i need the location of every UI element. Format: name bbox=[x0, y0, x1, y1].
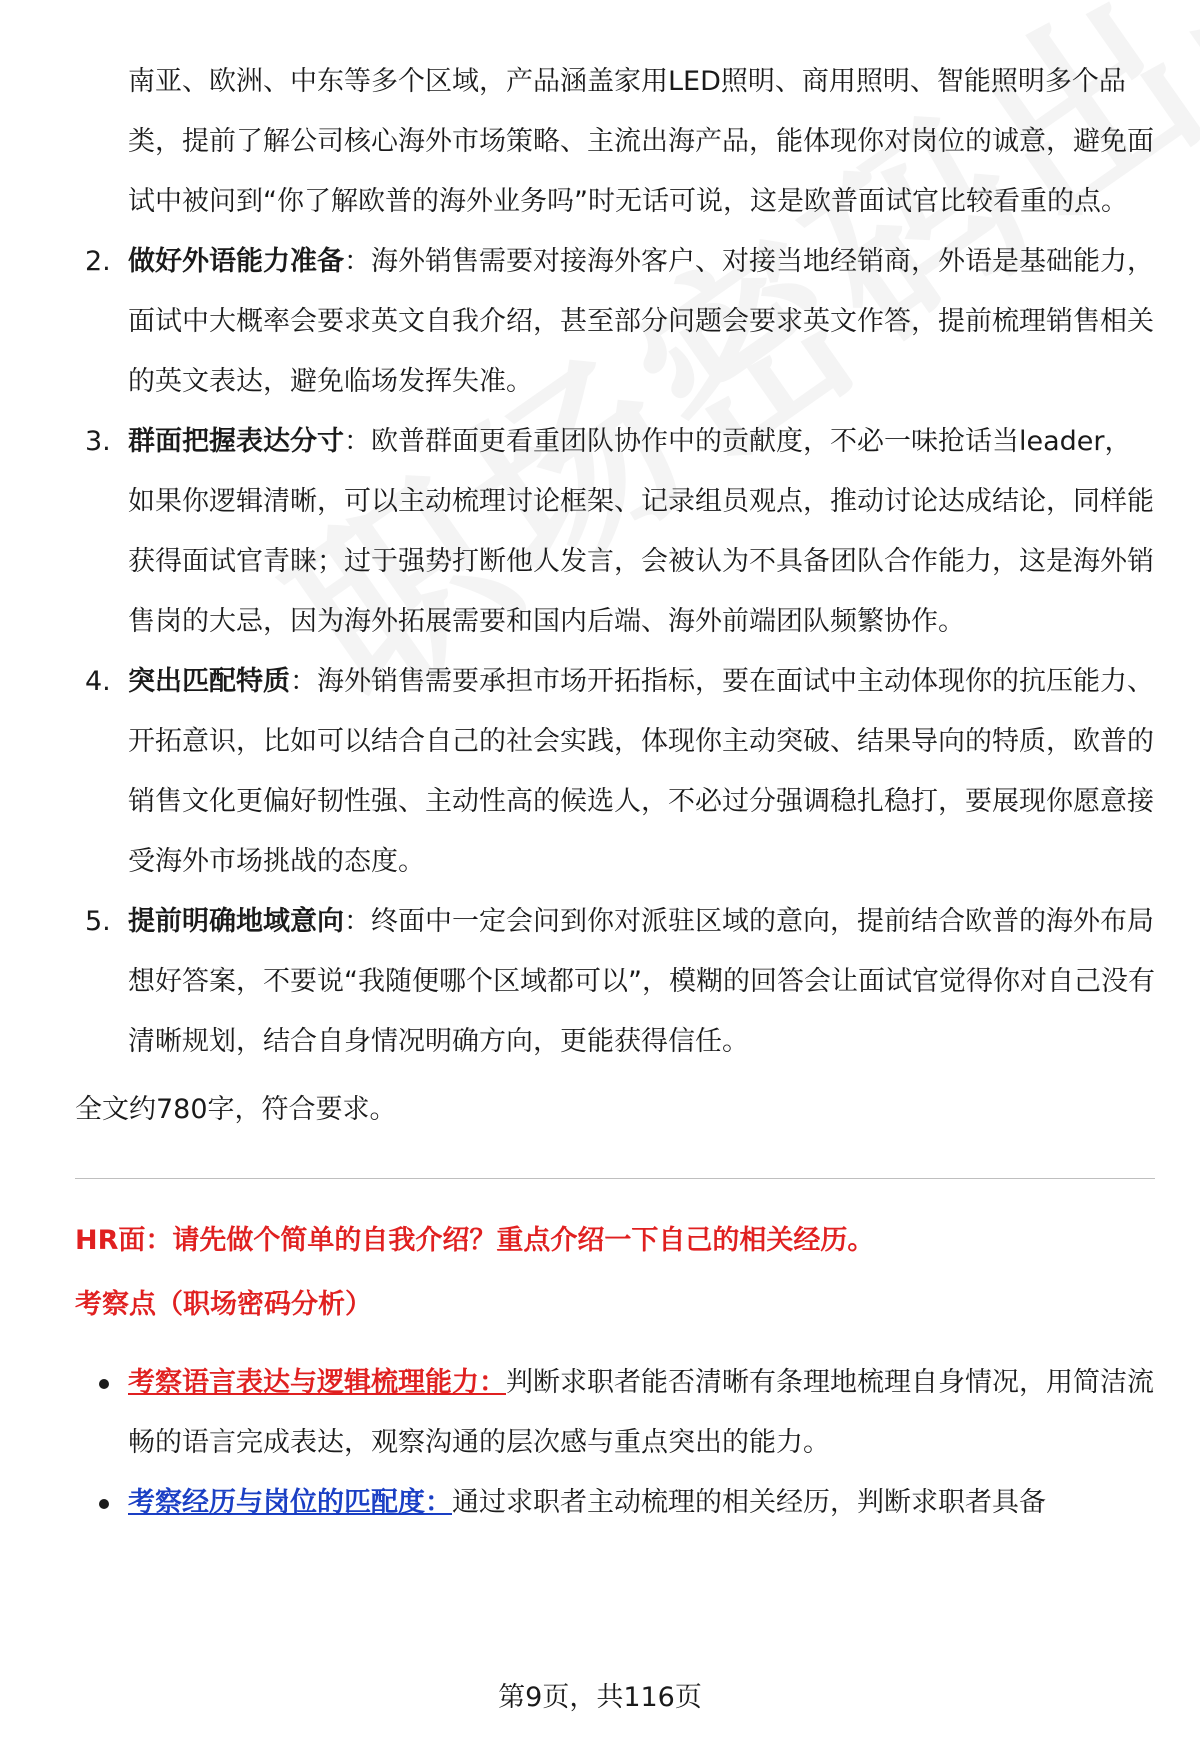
list-item-title: 提前明确地域意向 bbox=[128, 906, 344, 937]
list-item bbox=[75, 1353, 1155, 1473]
intro-continuation: 南亚、欧洲、中东等多个区域，产品涵盖家用LED照明、商用照明、智能照明多个品类，提前了解公司核心海外市场策略、主流出海产品，能体现你对岗位的诚意，避免面试中被问到“你了解欧普的海外业务吗”时无话可说，这是欧普面试官比较看重的点。 bbox=[128, 66, 1154, 217]
list-item-text: ：欧普群面更看重团队协作中的贡献度，不必一味抢话当leader，如果你逻辑清晰，可以主动梳理讨论框架、记录组员观点，推动讨论达成结论，同样能获得面试官青睐；过于强势打断他人发言，会被认为不具备团队合作能力，这是海外销售岗的大忌，因为海外拓展需要和国内后端、海外前端团队频繁协作。 bbox=[128, 426, 1154, 637]
summary-text: 全文约780字，符合要求。 bbox=[75, 1094, 397, 1125]
assessment-points-list bbox=[75, 1353, 1155, 1533]
page-number-footer: 第9页，共116页 bbox=[498, 1682, 702, 1713]
document-content bbox=[75, 52, 1155, 1533]
list-item-text: ：海外销售需要对接海外客户、对接当地经销商，外语是基础能力，面试中大概率会要求英文自我介绍，甚至部分问题会要求英文作答，提前梳理销售相关的英文表达，避免临场发挥失准。 bbox=[128, 246, 1154, 397]
list-item bbox=[75, 652, 1155, 892]
list-item-title: 突出匹配特质 bbox=[128, 666, 290, 697]
tips-list bbox=[75, 232, 1155, 1072]
list-item bbox=[75, 892, 1155, 1072]
bullet-icon bbox=[99, 1379, 109, 1389]
assessment-section-title: 考察点（职场密码分析） bbox=[75, 1289, 372, 1320]
point-title: 考察语言表达与逻辑梳理能力： bbox=[128, 1367, 506, 1398]
list-item-title: 群面把握表达分寸 bbox=[128, 426, 344, 457]
list-item-number: 5. bbox=[85, 906, 111, 937]
list-item-title: 做好外语能力准备 bbox=[128, 246, 344, 277]
point-text: 通过求职者主动梳理的相关经历，判断求职者具备 bbox=[452, 1487, 1046, 1518]
list-item-number: 4. bbox=[85, 666, 111, 697]
hr-question-heading: HR面：请先做个简单的自我介绍？重点介绍一下自己的相关经历。 bbox=[75, 1225, 875, 1256]
section-divider bbox=[75, 1178, 1155, 1179]
list-item bbox=[75, 1473, 1155, 1533]
bullet-icon bbox=[99, 1499, 109, 1509]
list-item-number: 2. bbox=[85, 246, 111, 277]
list-item bbox=[75, 412, 1155, 652]
list-item-number: 3. bbox=[85, 426, 111, 457]
point-text: 判断求职者能否清晰有条理地梳理自身情况，用简洁流畅的语言完成表达，观察沟通的层次感与重点突出的能力。 bbox=[128, 1367, 1154, 1458]
point-title: 考察经历与岗位的匹配度： bbox=[128, 1487, 452, 1518]
list-item bbox=[75, 232, 1155, 412]
list-item-text: ：海外销售需要承担市场开拓指标，要在面试中主动体现你的抗压能力、开拓意识，比如可以结合自己的社会实践，体现你主动突破、结果导向的特质，欧普的销售文化更偏好韧性强、主动性高的候选人，不必过分强调稳扎稳打，要展现你愿意接受海外市场挑战的态度。 bbox=[128, 666, 1154, 877]
list-item-text: ：终面中一定会问到你对派驻区域的意向，提前结合欧普的海外布局想好答案，不要说“我随便哪个区域都可以”，模糊的回答会让面试官觉得你对自己没有清晰规划，结合自身情况明确方向，更能获得信任。 bbox=[128, 906, 1155, 1057]
